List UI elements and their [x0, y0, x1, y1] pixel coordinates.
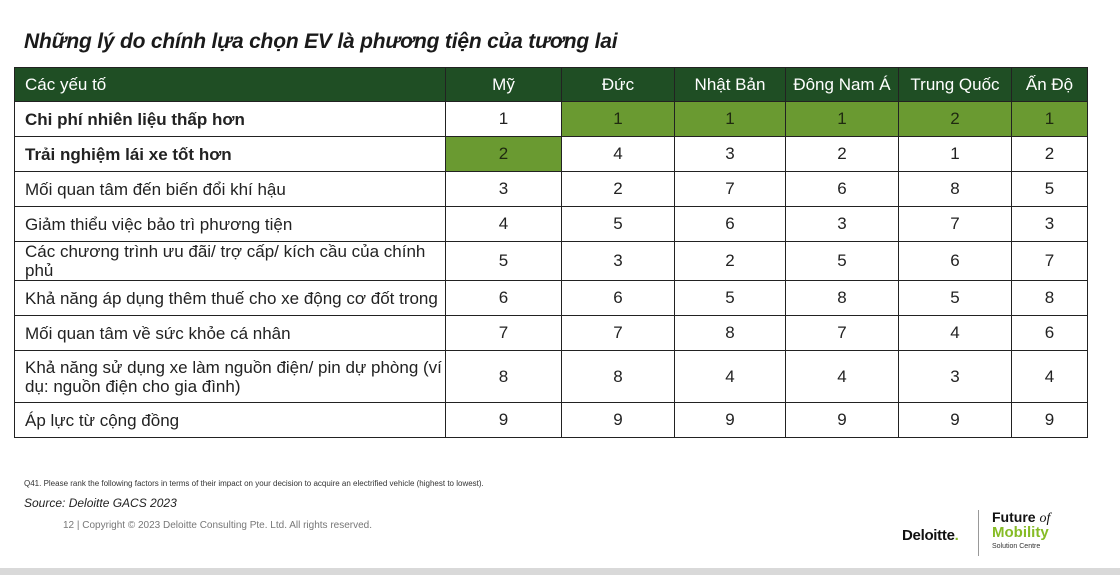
rank-cell: 1: [899, 137, 1012, 172]
rank-cell: 2: [562, 172, 675, 207]
rank-cell: 8: [675, 316, 786, 351]
table-header-row: [15, 68, 1088, 102]
rank-cell: 3: [899, 351, 1012, 403]
rank-cell: 1: [675, 102, 786, 137]
factor-label: Các chương trình ưu đãi/ trợ cấp/ kích cầu của chính phủ: [15, 242, 446, 281]
rank-cell: 3: [446, 172, 562, 207]
page-title: Những lý do chính lựa chọn EV là phương tiện của tương lai: [24, 30, 618, 53]
source-note: Source: Deloitte GACS 2023: [24, 496, 177, 510]
rank-cell: 5: [899, 281, 1012, 316]
table-row: [15, 281, 1088, 316]
table-row: [15, 172, 1088, 207]
rank-cell: 6: [446, 281, 562, 316]
factor-label: Mối quan tâm về sức khỏe cá nhân: [15, 316, 446, 351]
column-header-southeast-asia: Đông Nam Á: [786, 68, 899, 102]
rank-cell: 5: [562, 207, 675, 242]
rank-cell: 9: [675, 403, 786, 438]
table-row: [15, 207, 1088, 242]
rank-cell: 1: [786, 102, 899, 137]
rank-cell: 1: [446, 102, 562, 137]
rank-cell: 6: [899, 242, 1012, 281]
ranking-table: [14, 67, 1088, 438]
rank-cell: 2: [446, 137, 562, 172]
table-row: [15, 351, 1088, 403]
rank-cell: 7: [1012, 242, 1088, 281]
rank-cell: 1: [1012, 102, 1088, 137]
rank-cell: 6: [1012, 316, 1088, 351]
rank-cell: 3: [562, 242, 675, 281]
table-row: [15, 102, 1088, 137]
rank-cell: 2: [786, 137, 899, 172]
rank-cell: 5: [446, 242, 562, 281]
column-header-india: Ấn Độ: [1012, 68, 1088, 102]
factor-label: Mối quan tâm đến biến đổi khí hậu: [15, 172, 446, 207]
rank-cell: 8: [446, 351, 562, 403]
rank-cell: 7: [562, 316, 675, 351]
column-header-us: Mỹ: [446, 68, 562, 102]
rank-cell: 3: [1012, 207, 1088, 242]
rank-cell: 5: [675, 281, 786, 316]
rank-cell: 9: [786, 403, 899, 438]
rank-cell: 4: [786, 351, 899, 403]
rank-cell: 4: [446, 207, 562, 242]
rank-cell: 4: [899, 316, 1012, 351]
survey-question-note: Q41. Please rank the following factors in terms of their impact on your decision to acquire an electrified vehicle (highest to lowest).: [24, 479, 484, 488]
table-row: [15, 403, 1088, 438]
rank-cell: 4: [1012, 351, 1088, 403]
rank-cell: 4: [675, 351, 786, 403]
rank-cell: 2: [675, 242, 786, 281]
factor-label: Giảm thiểu việc bảo trì phương tiện: [15, 207, 446, 242]
logo-divider: [978, 510, 979, 556]
factor-label: Trải nghiệm lái xe tốt hơn: [15, 137, 446, 172]
factor-label: Khả năng sử dụng xe làm nguồn điện/ pin dự phòng (ví dụ: nguồn điện cho gia đình): [15, 351, 446, 403]
rank-cell: 7: [786, 316, 899, 351]
column-header-germany: Đức: [562, 68, 675, 102]
rank-cell: 2: [1012, 137, 1088, 172]
column-header-china: Trung Quốc: [899, 68, 1012, 102]
table-row: [15, 316, 1088, 351]
rank-cell: 9: [899, 403, 1012, 438]
deloitte-logo: Deloitte.: [902, 527, 959, 544]
rank-cell: 7: [446, 316, 562, 351]
column-header-japan: Nhật Bản: [675, 68, 786, 102]
copyright-text: 12 | Copyright © 2023 Deloitte Consulting Pte. Ltd. All rights reserved.: [63, 520, 373, 531]
rank-cell: 2: [899, 102, 1012, 137]
rank-cell: 5: [786, 242, 899, 281]
factor-label: Khả năng áp dụng thêm thuế cho xe động cơ đốt trong: [15, 281, 446, 316]
rank-cell: 9: [1012, 403, 1088, 438]
table-row: [15, 242, 1088, 281]
factor-label: Chi phí nhiên liệu thấp hơn: [15, 102, 446, 137]
rank-cell: 1: [562, 102, 675, 137]
rank-cell: 7: [675, 172, 786, 207]
rank-cell: 9: [446, 403, 562, 438]
rank-cell: 6: [786, 172, 899, 207]
rank-cell: 5: [1012, 172, 1088, 207]
rank-cell: 8: [562, 351, 675, 403]
rank-cell: 7: [899, 207, 1012, 242]
factor-label: Áp lực từ cộng đồng: [15, 403, 446, 438]
rank-cell: 4: [562, 137, 675, 172]
rank-cell: 6: [562, 281, 675, 316]
rank-cell: 3: [675, 137, 786, 172]
rank-cell: 8: [1012, 281, 1088, 316]
rank-cell: 8: [899, 172, 1012, 207]
rank-cell: 3: [786, 207, 899, 242]
column-header-factors: Các yếu tố: [15, 68, 446, 102]
future-of-mobility-logo: Future of Mobility Solution Centre: [992, 509, 1051, 550]
rank-cell: 9: [562, 403, 675, 438]
rank-cell: 6: [675, 207, 786, 242]
table-row: [15, 137, 1088, 172]
rank-cell: 8: [786, 281, 899, 316]
